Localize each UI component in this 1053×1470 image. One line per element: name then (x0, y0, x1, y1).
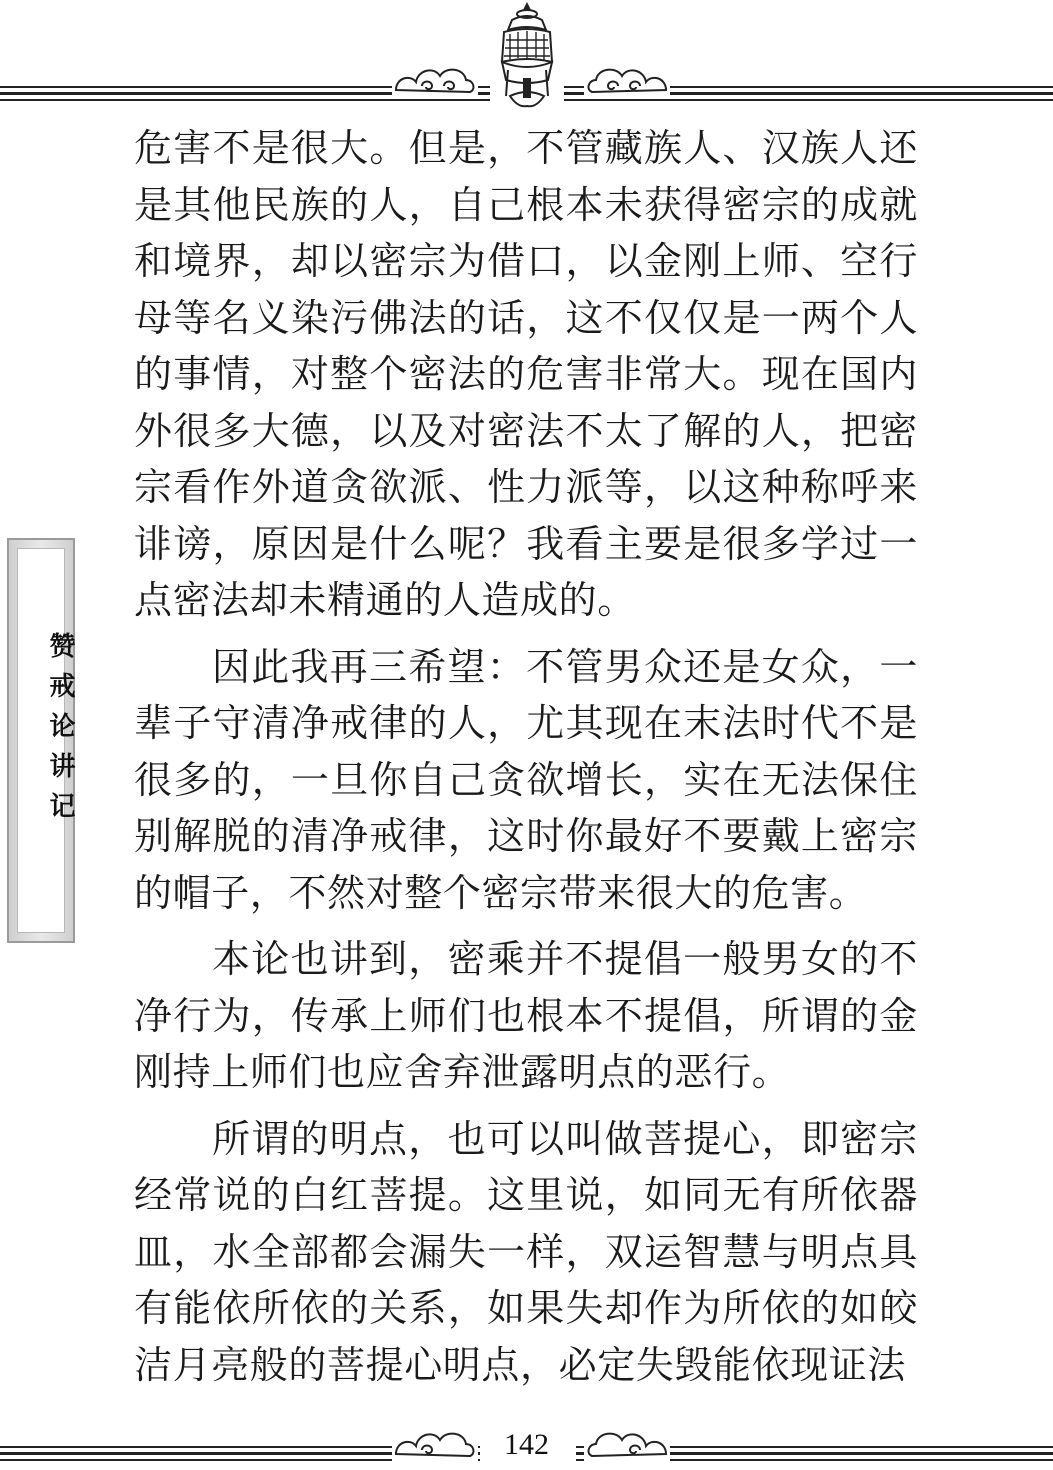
paragraph-2: 因此我再三希望：不管男众还是女众，一辈子守清净戒律的人，尤其现在末法时代不是很多的，一旦你自己贪欲增长，实在无法保住别解脱的清净戒律，这时你最好不要戴上密宗的帽子，不然对整个密宗带来很大的危害。 (134, 644, 918, 915)
paragraph-3: 本论也讲到，密乘并不提倡一般男女的不净行为，传承上师们也根本不提倡，所谓的金刚持上师们也应舍弃泄露明点的恶行。 (134, 937, 918, 1094)
cloud-ornament-right-icon (584, 60, 670, 98)
side-tab (7, 538, 75, 943)
page-content (134, 120, 918, 1403)
paragraph-4: 所谓的明点，也可以叫做菩提心，即密宗经常说的白红菩提。这里说，如同无有所依器皿，水全部都会漏失一样，双运智慧与明点具有能依所依的关系，如果失却作为所依的如皎洁月亮般的菩提心明点，必定失毁能依现证法 (134, 1116, 918, 1387)
victory-banner-emblem-icon (488, 0, 566, 112)
header-ornament (0, 0, 1053, 120)
paragraph-1: 危害不是很大。但是，不管藏族人、汉族人还是其他民族的人，自己根本未获得密宗的成就和境界，却以密宗为借口，以金刚上师、空行母等名义染污佛法的话，这不仅仅是一两个人的事情，对整个密法的危害非常大。现在国内外很多大德，以及对密法不太了解的人，把密宗看作外道贪欲派、性力派等，以这种称呼来诽谤，原因是什么呢？我看主要是很多学过一点密法却未精通的人造成的。 (134, 126, 918, 622)
page-number: 142 (504, 1428, 549, 1461)
book-side-title: 赞戒论讲记 (45, 632, 75, 832)
cloud-ornament-left-icon (392, 60, 478, 98)
